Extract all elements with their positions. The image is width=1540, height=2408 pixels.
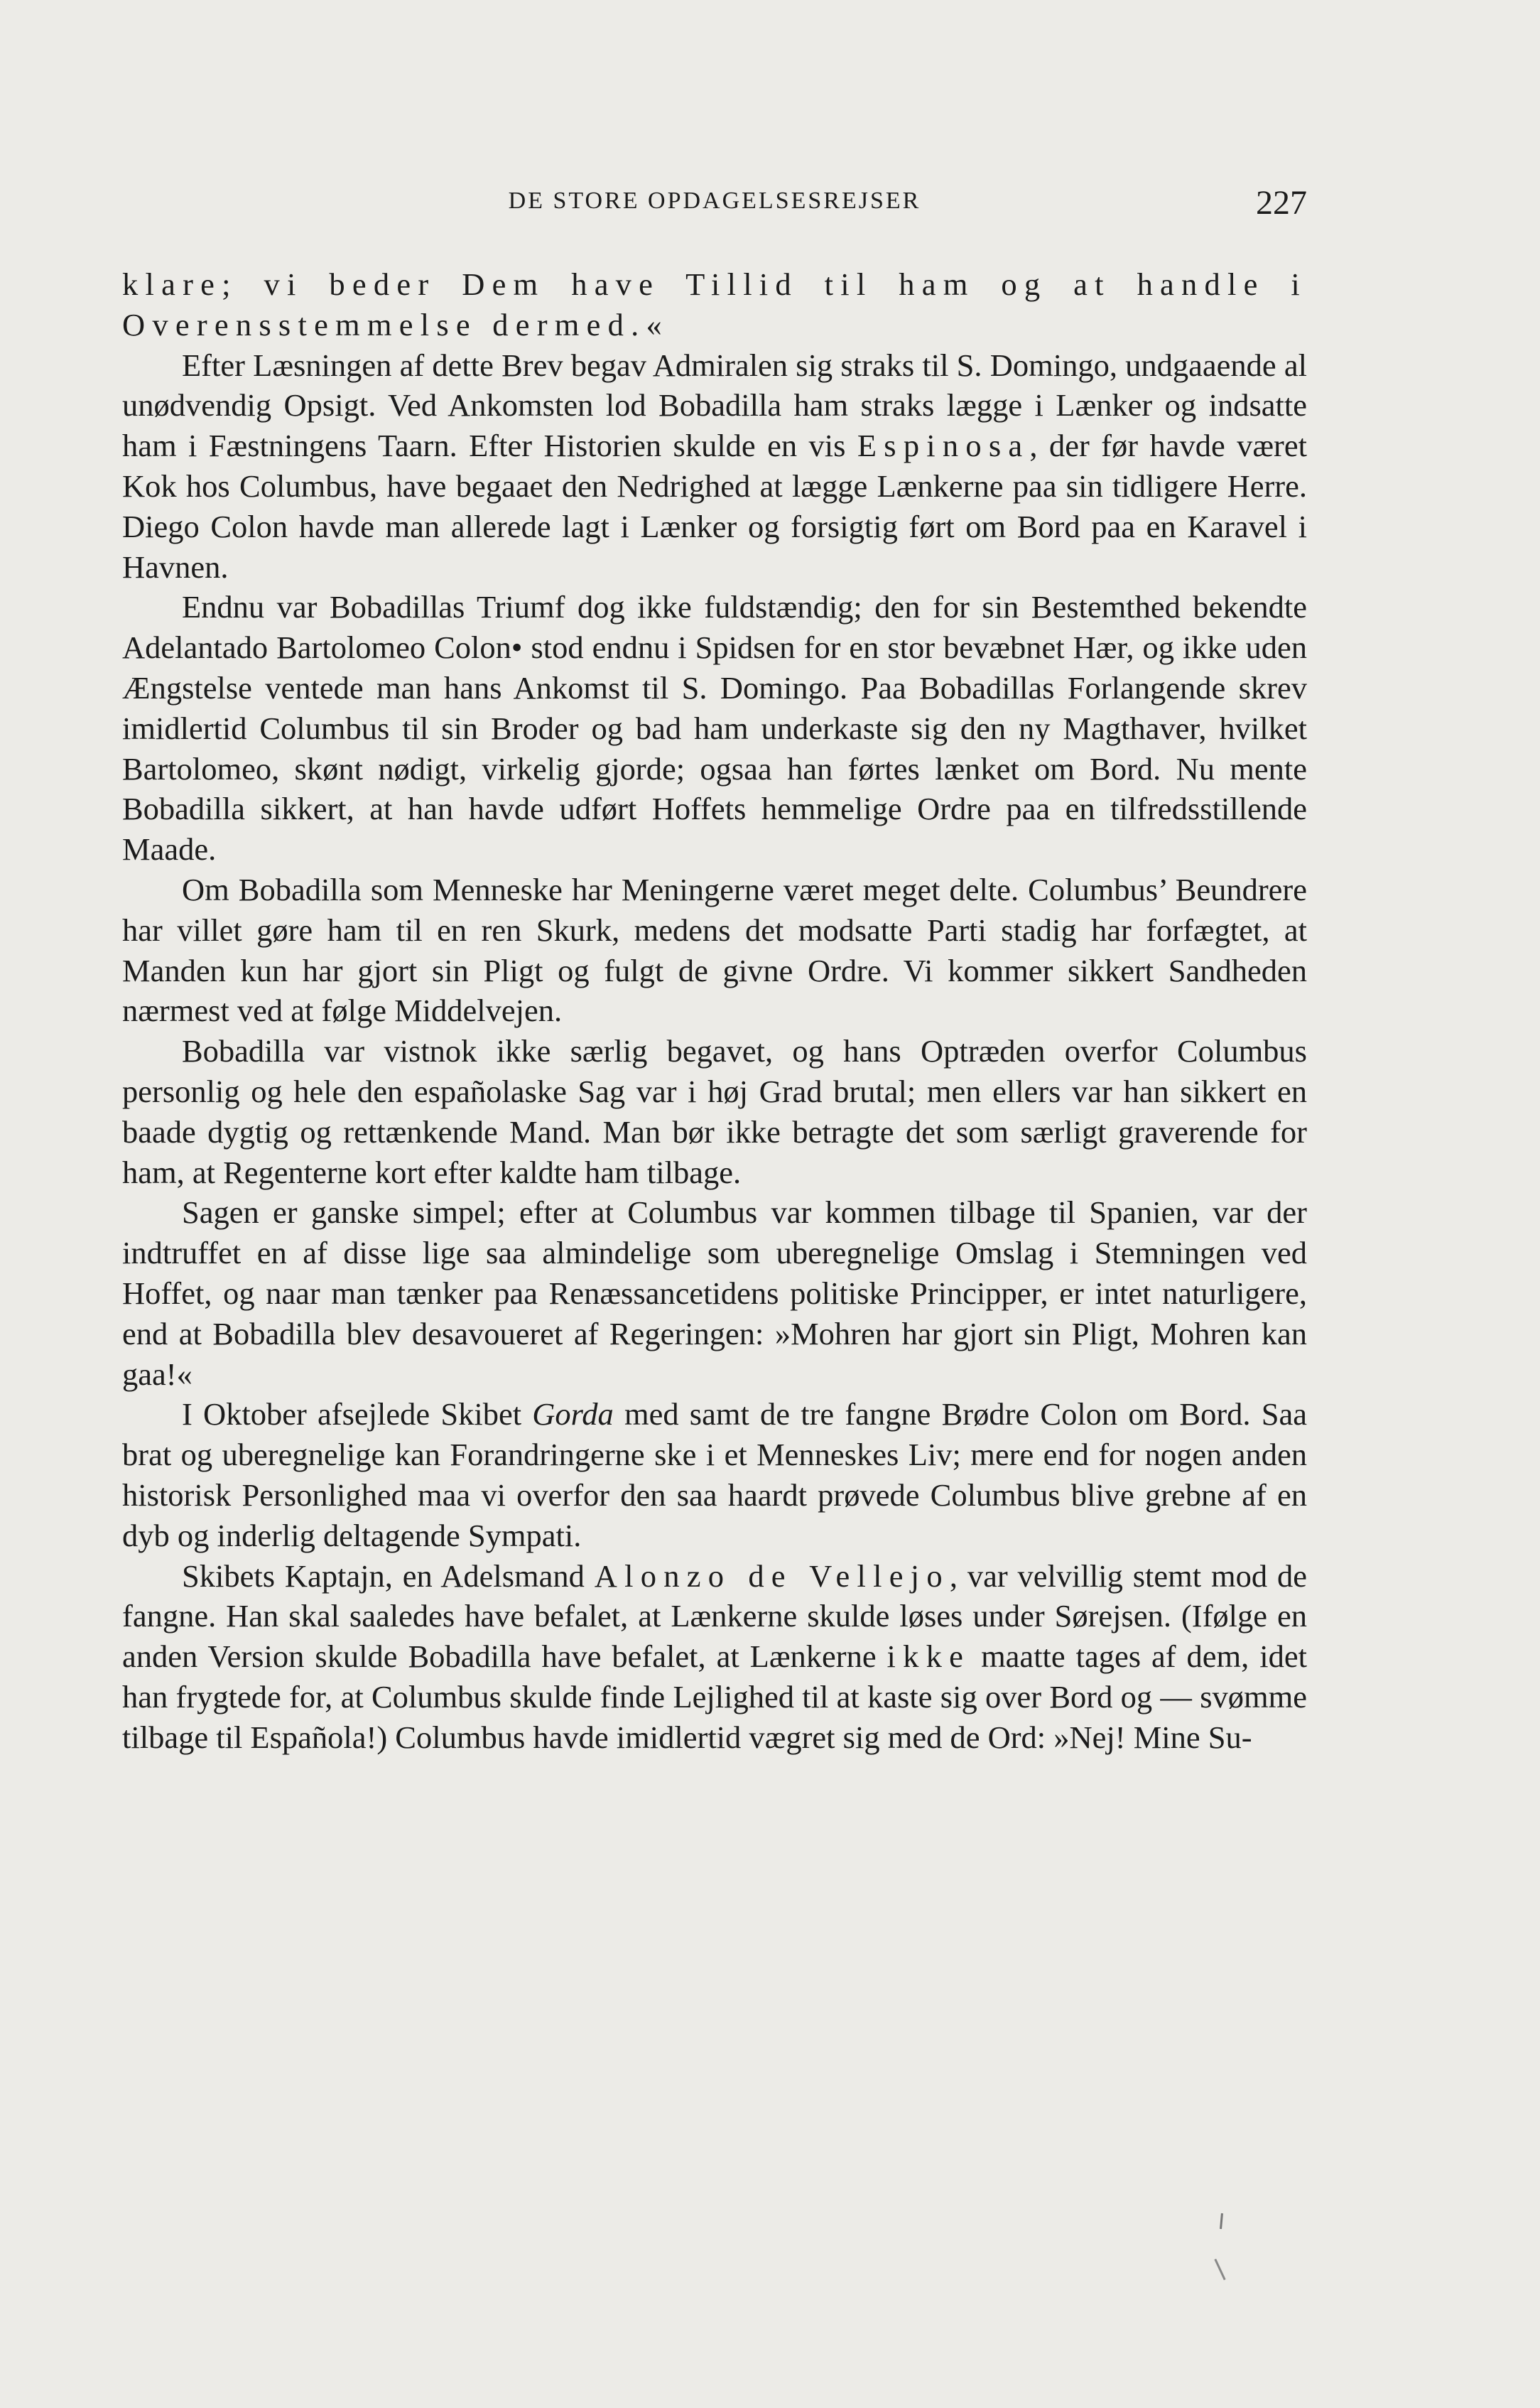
paragraph-5 [122, 1031, 1307, 1192]
text-run: I Oktober afsejlede Skibet [182, 1396, 533, 1432]
paragraph-4 [122, 870, 1307, 1031]
page-header [122, 183, 1307, 229]
body-text [122, 264, 1307, 1757]
text-run: Efter Læsningen af dette Brev begav Admiralen sig straks til S. Domingo, undgaaende al unødvendig Opsigt. Ved Ankomsten lod Bobadilla ham straks lægge i Lænker og indsatte ham i Fæstningens Taarn. Efter Historien skulde en vis [122, 347, 1307, 464]
spaced-text: klare; vi beder Dem have Tillid til ham og at handle i Overensstemmelse dermed.« [122, 266, 1307, 342]
text-run: Bobadilla var vistnok ikke særlig begavet, og hans Optræden overfor Columbus personlig og hele den españolaske Sag var i høj Grad brutal; men ellers var han sikkert en baade dygtig og rettænkende Mand. Man bør ikke betragte det som særligt graverende for ham, at Regenterne kort efter kaldte ham tilbage. [122, 1033, 1307, 1190]
paragraph-6 [122, 1192, 1307, 1394]
paragraph-8 [122, 1556, 1307, 1758]
page-number: 227 [1256, 184, 1307, 222]
running-title: DE STORE OPDAGELSESREJSER [508, 188, 921, 214]
paragraph-3 [122, 587, 1307, 870]
text-run: med samt de tre fangne Brødre Colon om Bord. Saa brat og uberegnelige kan Forandringerne ske i et Menneskes Liv; mere end for nogen anden historisk Personlighed maa vi overfor den saa haardt prøvede Columbus blive grebne af en dyb og inderlig deltagende Sympati. [122, 1396, 1307, 1553]
paragraph-7 [122, 1394, 1307, 1555]
ship-name: Gorda [532, 1396, 614, 1432]
text-run: Sagen er ganske simpel; efter at Columbus var kommen tilbage til Spanien, var der indtruffet en af disse lige saa almindelige som uberegnelige Omslag i Stemningen ved Hoffet, og naar man tænker paa Renæssancetidens politiske Principper, er intet naturligere, end at Bobadilla blev desavoueret af Regeringen: »Mohren har gjort sin Pligt, Mohren kan gaa!« [122, 1194, 1307, 1392]
text-run: maatte tages af dem, idet han frygtede for, at Columbus skulde finde Lejlighed til at kaste sig over Bord og — svømme tilbage til Española!) Columbus havde imidlertid vægret sig med de Ord: »Nej! Mine Su- [122, 1638, 1307, 1755]
spaced-emphasis: ikke [886, 1638, 971, 1675]
text-run: , der før havde været Kok hos Columbus, have begaaet den Nedrighed at lægge Lænkerne paa sin tidligere Herre. Diego Colon havde man allerede lagt i Lænker og forsigtig ført om Bord paa en Karavel i Havnen. [122, 428, 1307, 585]
scan-speck [1220, 2213, 1223, 2229]
paragraph-2 [122, 345, 1307, 588]
spaced-name: Espinosa [857, 428, 1030, 464]
spaced-name: Alonzo de Vellejo [594, 1557, 950, 1594]
text-run: Endnu var Bobadillas Triumf dog ikke fuldstændig; den for sin Bestemthed bekendte Adelantado Bartolomeo Colon• stod endnu i Spidsen for en stor bevæbnet Hær, og ikke uden Ængstelse ventede man hans Ankomst til S. Domingo. Paa Bobadillas Forlangende skrev imidlertid Columbus til sin Broder og bad ham underkaste sig den ny Magthaver, hvilket Bartolomeo, skønt nødigt, virkelig gjorde; ogsaa han førtes lænket om Bord. Nu mente Bobadilla sikkert, at han havde udført Hoffets hemmelige Ordre paa en tilfredsstillende Maade. [122, 589, 1307, 868]
text-run: , var velvillig stemt mod de fangne. Han skal saaledes have befalet, at Lænkerne skulde løses under Sørejsen. (Ifølge en anden Version skulde Bobadilla have befalet, at Lænkerne [122, 1557, 1308, 1675]
text-run: Om Bobadilla som Menneske har Meningerne været meget delte. Columbus’ Beundrere har villet gøre ham til en ren Skurk, medens det modsatte Parti stadig har forfægtet, at Manden kun har gjort sin Pligt og fulgt de givne Ordre. Vi kommer sikkert Sandheden nærmest ved at følge Middelvejen. [122, 871, 1307, 1029]
text-run: Skibets Kaptajn, en Adelsmand [182, 1557, 595, 1594]
scan-speck [1214, 2259, 1225, 2280]
paragraph-1 [122, 264, 1307, 345]
